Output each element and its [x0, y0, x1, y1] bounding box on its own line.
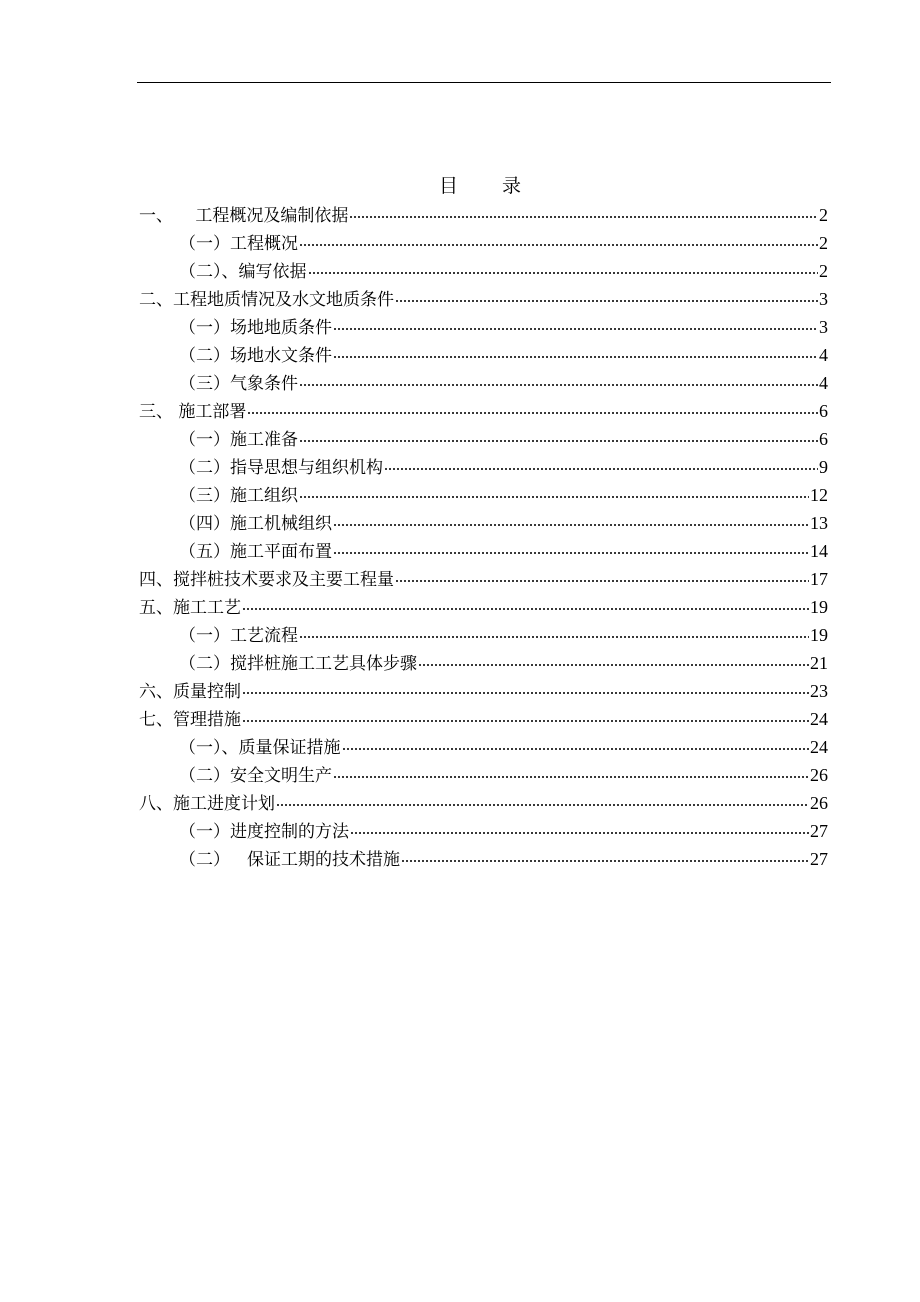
toc-entry-leader-dots — [242, 592, 809, 612]
toc-entry-number: 三、 — [139, 402, 173, 422]
toc-entry-label: 施工准备 — [230, 430, 298, 450]
toc-entry[interactable] — [139, 817, 828, 845]
toc-entry[interactable] — [139, 537, 828, 565]
toc-entry-page-number: 3 — [819, 317, 828, 337]
toc-entry[interactable] — [139, 565, 828, 593]
toc-entry-number: （四） — [179, 514, 230, 534]
toc-entry-number: （一） — [179, 626, 230, 646]
toc-entry-number: （二） — [179, 346, 230, 366]
toc-entry-spacer — [173, 202, 195, 230]
toc-entry-label: 工艺流程 — [230, 626, 298, 646]
toc-entry-leader-dots — [333, 760, 809, 780]
toc-entry[interactable] — [139, 649, 828, 677]
toc-entry-spacer — [230, 846, 247, 874]
toc-entry-label: 工程概况及编制依据 — [195, 206, 349, 226]
toc-entry-number: （一）、 — [179, 738, 239, 758]
toc-entry-label: 施工组织 — [230, 486, 298, 506]
toc-entry-page-number: 26 — [810, 793, 828, 813]
toc-entry[interactable] — [139, 341, 828, 369]
toc-entry-leader-dots — [401, 844, 809, 864]
toc-entry-page-number: 19 — [810, 597, 828, 617]
header-rule — [137, 82, 831, 83]
toc-entry-label: 工程概况 — [230, 234, 298, 254]
toc-entry-number: （一） — [179, 318, 230, 338]
toc-entry[interactable] — [139, 369, 828, 397]
toc-entry-page-number: 19 — [810, 625, 828, 645]
toc-entry-number: 七、 — [139, 710, 173, 730]
toc-entry-label: 搅拌桩技术要求及主要工程量 — [173, 570, 394, 590]
toc-entry-page-number: 6 — [819, 401, 828, 421]
toc-entry-page-number: 23 — [810, 681, 828, 701]
toc-entry-leader-dots — [418, 648, 809, 668]
toc-entry-leader-dots — [242, 676, 809, 696]
toc-entry-number: （二）、 — [179, 262, 239, 282]
toc-entry-leader-dots — [276, 788, 809, 808]
toc-entry-number: （一） — [179, 822, 230, 842]
toc-entry[interactable] — [139, 789, 828, 817]
toc-entry-leader-dots — [333, 340, 818, 360]
toc-entry-leader-dots — [333, 508, 809, 528]
toc-entry[interactable] — [139, 677, 828, 705]
toc-entry-page-number: 27 — [810, 849, 828, 869]
toc-entry-label: 安全文明生产 — [230, 766, 332, 786]
toc-entry-leader-dots — [299, 368, 818, 388]
toc-entry[interactable] — [139, 313, 828, 341]
toc-entry-label: 施工部署 — [178, 402, 247, 422]
toc-title — [0, 172, 920, 200]
toc-entry-label: 保证工期的技术措施 — [247, 850, 400, 870]
toc-entry-page-number: 3 — [819, 289, 828, 309]
toc-entry-label: 进度控制的方法 — [230, 822, 349, 842]
toc-entry-leader-dots — [333, 536, 809, 556]
toc-entry[interactable] — [139, 453, 828, 481]
toc-title-char-2: 录 — [502, 175, 522, 197]
toc-entry-page-number: 6 — [819, 429, 828, 449]
toc-entry[interactable] — [139, 425, 828, 453]
toc-entry-page-number: 26 — [810, 765, 828, 785]
toc-entry-page-number: 4 — [819, 373, 828, 393]
toc-entry-label: 施工平面布置 — [230, 542, 332, 562]
toc-entry[interactable] — [139, 593, 828, 621]
toc-entry[interactable] — [139, 845, 828, 873]
toc-entry-label: 场地水文条件 — [230, 346, 332, 366]
toc-entry-leader-dots — [299, 424, 818, 444]
toc-entry[interactable] — [139, 201, 828, 229]
toc-entry-label: 施工工艺 — [173, 598, 241, 618]
toc-entry[interactable] — [139, 761, 828, 789]
toc-entry-leader-dots — [395, 284, 818, 304]
toc-entry-leader-dots — [350, 816, 809, 836]
toc-entry-number: （二） — [179, 766, 230, 786]
toc-entry-number: （三） — [179, 374, 230, 394]
toc-entry-page-number: 24 — [810, 737, 828, 757]
toc-entry-page-number: 27 — [810, 821, 828, 841]
toc-entry-label: 工程地质情况及水文地质条件 — [173, 290, 394, 310]
toc-entry[interactable] — [139, 229, 828, 257]
toc-entry-number: （五） — [179, 542, 230, 562]
toc-entry-label: 搅拌桩施工工艺具体步骤 — [230, 654, 417, 674]
toc-entry-label: 场地地质条件 — [230, 318, 332, 338]
toc-entry[interactable] — [139, 257, 828, 285]
toc-entry-page-number: 12 — [810, 485, 828, 505]
toc-entry-number: 一、 — [139, 206, 173, 226]
toc-entry-page-number: 2 — [819, 205, 828, 225]
toc-entry[interactable] — [139, 509, 828, 537]
toc-list — [139, 201, 828, 873]
toc-entry[interactable] — [139, 733, 828, 761]
toc-entry-number: （二） — [179, 458, 230, 478]
toc-entry-label: 施工机械组织 — [230, 514, 332, 534]
toc-entry[interactable] — [139, 397, 828, 425]
toc-entry-number: （一） — [179, 430, 230, 450]
toc-entry[interactable] — [139, 285, 828, 313]
toc-entry-leader-dots — [247, 396, 818, 416]
toc-entry-number: 四、 — [139, 570, 173, 590]
toc-entry-leader-dots — [349, 200, 818, 220]
toc-entry-leader-dots — [333, 312, 818, 332]
toc-entry-leader-dots — [299, 480, 809, 500]
toc-entry-leader-dots — [242, 704, 809, 724]
toc-entry-page-number: 2 — [819, 261, 828, 281]
toc-entry-number: （三） — [179, 486, 230, 506]
toc-entry-label: 指导思想与组织机构 — [230, 458, 383, 478]
toc-entry-leader-dots — [308, 256, 819, 276]
toc-entry-leader-dots — [299, 228, 818, 248]
toc-entry[interactable] — [139, 481, 828, 509]
toc-entry-label: 质量保证措施 — [238, 738, 341, 758]
toc-entry-number: 二、 — [139, 290, 173, 310]
toc-entry-number: 六、 — [139, 682, 173, 702]
toc-entry-number: 八、 — [139, 794, 173, 814]
toc-entry[interactable] — [139, 705, 828, 733]
toc-entry-page-number: 9 — [819, 457, 828, 477]
toc-entry-label: 管理措施 — [173, 710, 241, 730]
toc-entry-leader-dots — [395, 564, 809, 584]
toc-entry-leader-dots — [299, 620, 809, 640]
toc-entry-page-number: 4 — [819, 345, 828, 365]
toc-entry-label: 编写依据 — [238, 262, 307, 282]
toc-entry-leader-dots — [384, 452, 818, 472]
toc-entry-page-number: 2 — [819, 233, 828, 253]
toc-entry-number: （二） — [179, 850, 230, 870]
toc-entry[interactable] — [139, 621, 828, 649]
toc-entry-label: 气象条件 — [230, 374, 298, 394]
toc-entry-page-number: 21 — [810, 653, 828, 673]
toc-entry-label: 施工进度计划 — [173, 794, 275, 814]
toc-entry-page-number: 24 — [810, 709, 828, 729]
toc-entry-number: （二） — [179, 654, 230, 674]
toc-entry-label: 质量控制 — [173, 682, 241, 702]
toc-title-char-1: 目 — [438, 175, 458, 197]
toc-entry-number: 五、 — [139, 598, 173, 618]
toc-entry-page-number: 13 — [810, 513, 828, 533]
toc-entry-page-number: 17 — [810, 569, 828, 589]
toc-entry-number: （一） — [179, 234, 230, 254]
toc-entry-leader-dots — [342, 732, 810, 752]
toc-entry-page-number: 14 — [810, 541, 828, 561]
